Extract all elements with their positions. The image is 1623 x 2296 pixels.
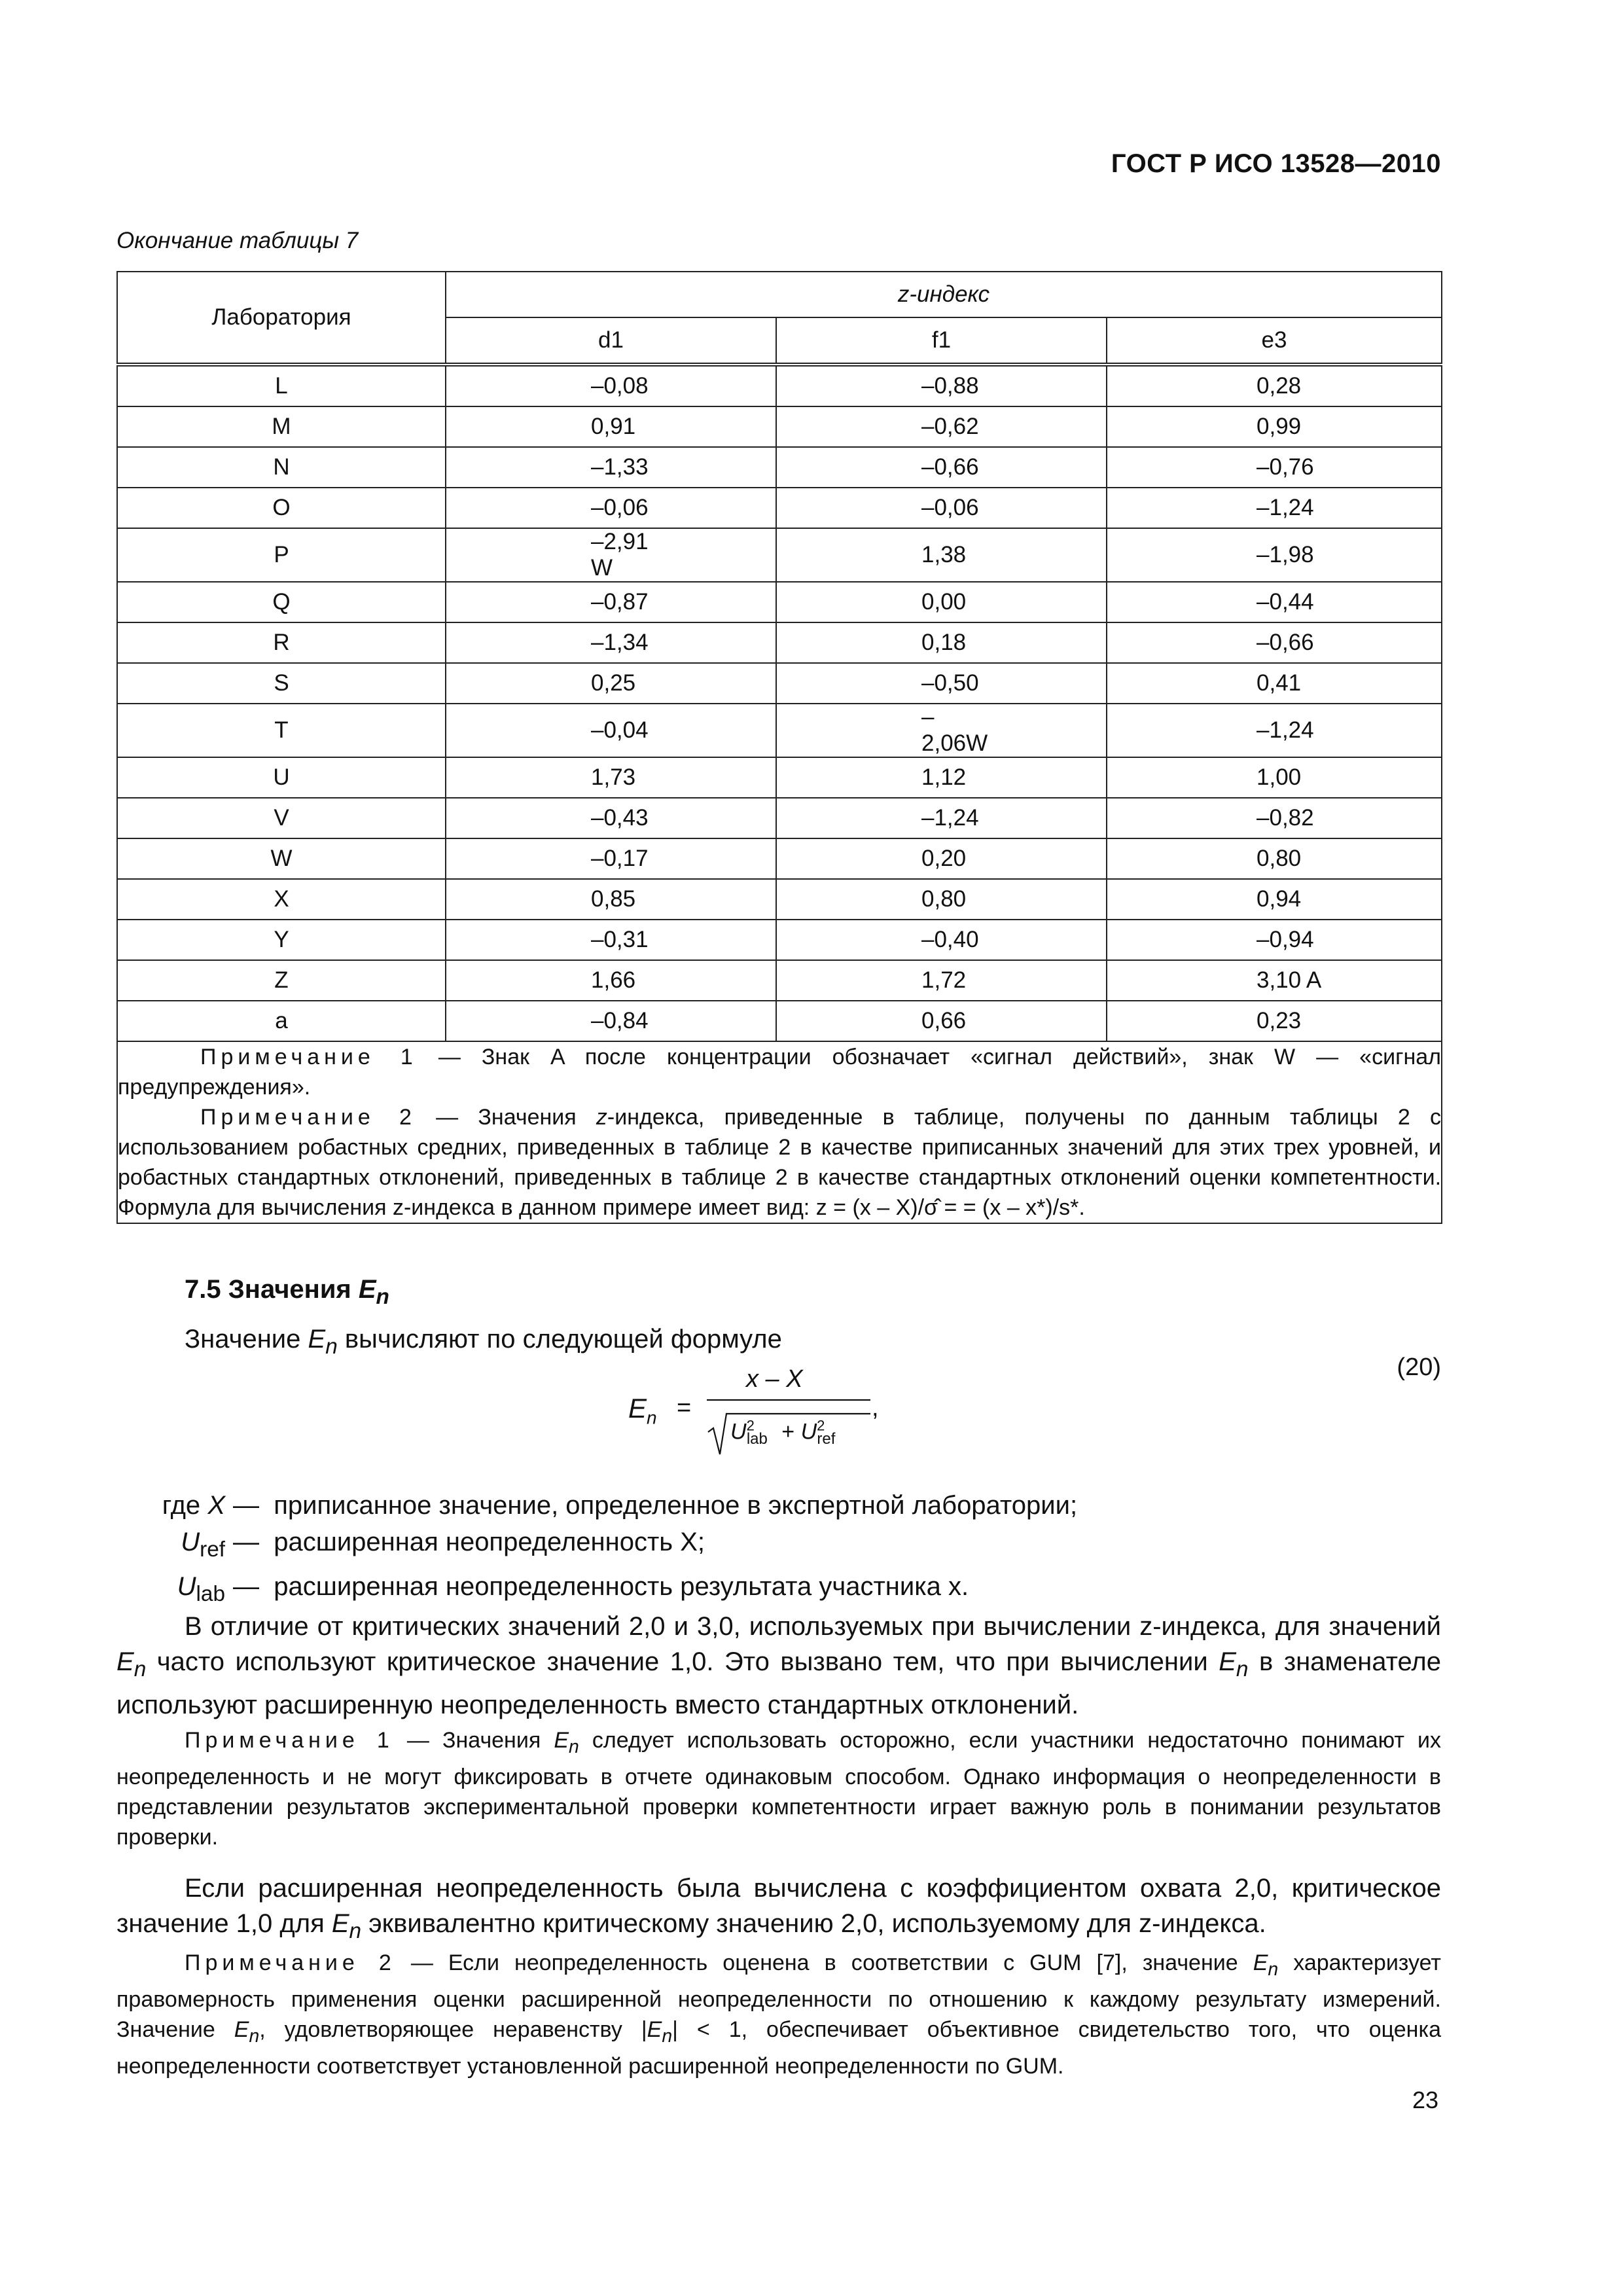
e3-cell-value: –1,24 [1257,495,1314,520]
formula-legend [116,1487,1077,1613]
f1-cell-value: –0,40 [921,927,979,952]
f1-cell-value: 0,80 [921,886,967,912]
e3-cell [1107,622,1442,663]
lab-cell: M [117,406,446,447]
note-1: Примечание 1 — Значения $E_n$ следует использовать осторожно, если участники недостаточно понимают их неопределенность и не могут фиксировать в отчете одинаковым способом. Однако информация о неопределенности в представлении результатов экспериментальной проверки компетентности играет важную роль в понимании результатов проверки. [116,1728,1441,1850]
paragraph-critical-values: В отличие от критических значений 2,0 и 3,0, используемых при вычислении z-индекса, для значений $E_n$ часто используют критическое значение 1,0. Это вызвано тем, что при вычислении $E_n$ в знаменателе используют расширенную неопределенность вместо стандартных отклонений. [116,1612,1441,1719]
f1-cell-value: –2,06W [921,704,988,756]
d1-cell-value: 1,73 [591,764,636,790]
e3-cell-value: –0,82 [1257,805,1314,831]
f1-cell [776,447,1107,488]
d1-cell-value: –0,17 [591,846,649,871]
d1-cell [446,704,776,757]
table-note-2: Примечание 2 — Значения z-индекса, приведенные в таблице, получены по данным таблицы 2 с использованием робастных средних, приведенных в таблице 2 в качестве приписанных значений для этих трех уровней, и робастных стандартных отклонений, приведенных в таблице 2 в качестве стандартных отклонений оценки компетентности. Формула для вычисления z-индекса в данном примере имеет вид: z = (x – X)/σ̂ = = (x – x*)/s*. [118,1105,1442,1220]
f1-cell-value: 0,00 [921,589,967,615]
e3-cell-value: –0,66 [1257,630,1314,655]
f1-cell-value: 0,18 [921,630,967,655]
e3-cell-value: –1,24 [1257,717,1314,743]
d1-cell [446,757,776,798]
d1-cell-value: –0,87 [591,589,649,615]
lab-cell: P [117,528,446,582]
f1-cell-value: 0,66 [921,1008,967,1033]
e3-cell [1107,757,1442,798]
e3-cell [1107,365,1442,406]
d1-cell [446,622,776,663]
e3-cell [1107,1001,1442,1041]
table-row [117,622,1442,663]
e3-cell-value: –0,76 [1257,454,1314,480]
f1-cell-value: –0,66 [921,454,979,480]
table-row [117,488,1442,528]
e3-cell-value: 0,99 [1257,414,1302,439]
col-header-zindex: z-индекс [446,272,1442,317]
d1-cell [446,960,776,1001]
e3-cell-value: 0,23 [1257,1008,1302,1033]
e3-cell [1107,704,1442,757]
legend-row-ulab: $U_{lab}$ — расширенная неопределенность результата участника x. [177,1572,969,1606]
table-row [117,582,1442,622]
f1-cell-value: 1,38 [921,542,967,567]
formula-equals: = [677,1394,692,1422]
d1-cell-value: –0,43 [591,805,649,831]
lab-cell: Y [117,920,446,960]
legend-row-uref: $U_{ref}$ — расширенная неопределенность X; [181,1528,705,1562]
d1-cell-value: 0,25 [591,670,636,696]
lab-cell: Z [117,960,446,1001]
d1-cell [446,838,776,879]
e3-cell [1107,920,1442,960]
e3-cell-value: 0,80 [1257,846,1302,871]
f1-cell-value: –0,06 [921,495,979,520]
e3-cell [1107,406,1442,447]
f1-cell [776,920,1107,960]
e3-cell-value: 3,10 A [1257,967,1322,993]
d1-cell [446,528,776,582]
d1-cell-value: 0,85 [591,886,636,912]
e3-cell-value: 0,94 [1257,886,1302,912]
d1-cell-value: –0,84 [591,1008,649,1033]
f1-cell [776,1001,1107,1041]
equation-number: (20) [1397,1354,1441,1381]
f1-cell [776,406,1107,447]
table-row [117,447,1442,488]
d1-cell-value: –1,34 [591,630,649,655]
f1-cell [776,960,1107,1001]
table-body [117,365,1442,1041]
f1-cell-value: –0,62 [921,414,979,439]
col-header-d1: d1 [446,317,776,365]
table-notes [117,1041,1442,1223]
table-row [117,365,1442,406]
d1-cell-value: –0,08 [591,373,649,399]
col-header-f1: f1 [776,317,1107,365]
d1-cell [446,488,776,528]
table-row [117,663,1442,704]
f1-cell [776,879,1107,920]
lab-cell: W [117,838,446,879]
paragraph-coverage: Если расширенная неопределенность была вычислена с коэффициентом охвата 2,0, критическое значение 1,0 для $E_n$ эквивалентно критическому значению 2,0, используемому для z-индекса. [116,1874,1441,1943]
f1-cell [776,582,1107,622]
f1-cell [776,663,1107,704]
e3-cell [1107,447,1442,488]
lab-cell: T [117,704,446,757]
lab-cell: S [117,663,446,704]
table-row [117,1001,1442,1041]
formula-lhs: $E_n$ [628,1393,657,1428]
page-number: 23 [1412,2087,1438,2113]
e3-cell [1107,960,1442,1001]
d1-cell-value: –0,31 [591,927,649,952]
table-row [117,704,1442,757]
lab-cell: R [117,622,446,663]
e3-cell [1107,879,1442,920]
document-header: ГОСТ Р ИСО 13528—2010 [1111,149,1441,178]
note-2: Примечание 2 — Если неопределенность оценена в соответствии с GUM [7], значение $E_n$ характеризует правомерность применения оценки расширенной неопределенности по отношению к каждому результату измерений. Значение $E_n$, удовлетворяющее неравенству $|E_n| < 1$, обеспечивает объективное свидетельство того, что оценка неопределенности соответствует установленной расширенной неопределенности по GUM. [116,1950,1441,2079]
col-header-lab: Лаборатория [117,272,446,365]
d1-cell-value: 0,91 [591,414,636,439]
f1-cell-value: 1,12 [921,764,967,790]
lab-cell: X [117,879,446,920]
table-row [117,406,1442,447]
formula-numerator: x – X [746,1365,803,1393]
f1-cell [776,704,1107,757]
f1-cell-value: 1,72 [921,967,967,993]
d1-cell-value: –0,04 [591,717,649,743]
lab-cell: L [117,365,446,406]
table-note-1: Примечание 1 — Знак A после концентрации обозначает «сигнал действий», знак W — «сигнал предупреждения». [118,1045,1442,1100]
legend-row-x: где X — приписанное значение, определенное в экспертной лаборатории; [162,1491,1078,1520]
d1-cell [446,920,776,960]
f1-cell [776,365,1107,406]
d1-cell [446,879,776,920]
table-caption: Окончание таблицы 7 [116,228,359,253]
table-row [117,528,1442,582]
e3-cell-value: 1,00 [1257,764,1302,790]
d1-cell [446,798,776,838]
table-row [117,757,1442,798]
e3-cell [1107,528,1442,582]
lab-cell: O [117,488,446,528]
e3-cell [1107,838,1442,879]
e3-cell-value: –0,44 [1257,589,1314,615]
table-row [117,960,1442,1001]
d1-cell [446,365,776,406]
table-row [117,879,1442,920]
table-row [117,798,1442,838]
lab-cell: U [117,757,446,798]
formula-comma: , [872,1394,879,1422]
f1-cell-value: 0,20 [921,846,967,871]
e3-cell-value: 0,28 [1257,373,1302,399]
en-formula [628,1365,883,1463]
d1-cell-value: –2,91 W [591,529,649,581]
f1-cell [776,488,1107,528]
table-row [117,838,1442,879]
d1-cell [446,663,776,704]
d1-cell [446,1001,776,1041]
e3-cell-value: –1,98 [1257,542,1314,567]
d1-cell-value: 1,66 [591,967,636,993]
d1-cell-value: –0,06 [591,495,649,520]
f1-cell-value: –1,24 [921,805,979,831]
formula-denominator: $U^2_{lab} + U^2_{ref}$ [730,1418,836,1448]
d1-cell [446,406,776,447]
f1-cell [776,528,1107,582]
f1-cell [776,622,1107,663]
formula-intro: Значение $E_n$ вычисляют по следующей формуле [185,1325,782,1359]
f1-cell-value: –0,88 [921,373,979,399]
e3-cell [1107,663,1442,704]
f1-cell [776,757,1107,798]
e3-cell [1107,798,1442,838]
e3-cell [1107,582,1442,622]
d1-cell [446,582,776,622]
f1-cell [776,838,1107,879]
d1-cell-value: –1,33 [591,454,649,480]
z-index-table [116,271,1442,1224]
f1-cell [776,798,1107,838]
e3-cell [1107,488,1442,528]
e3-cell-value: –0,94 [1257,927,1314,952]
lab-cell: V [117,798,446,838]
col-header-e3: e3 [1107,317,1442,365]
e3-cell-value: 0,41 [1257,670,1302,696]
lab-cell: N [117,447,446,488]
table-row [117,920,1442,960]
lab-cell: Q [117,582,446,622]
f1-cell-value: –0,50 [921,670,979,696]
lab-cell: a [117,1001,446,1041]
section-title: 7.5 Значения $E_n$ [185,1275,389,1309]
d1-cell [446,447,776,488]
